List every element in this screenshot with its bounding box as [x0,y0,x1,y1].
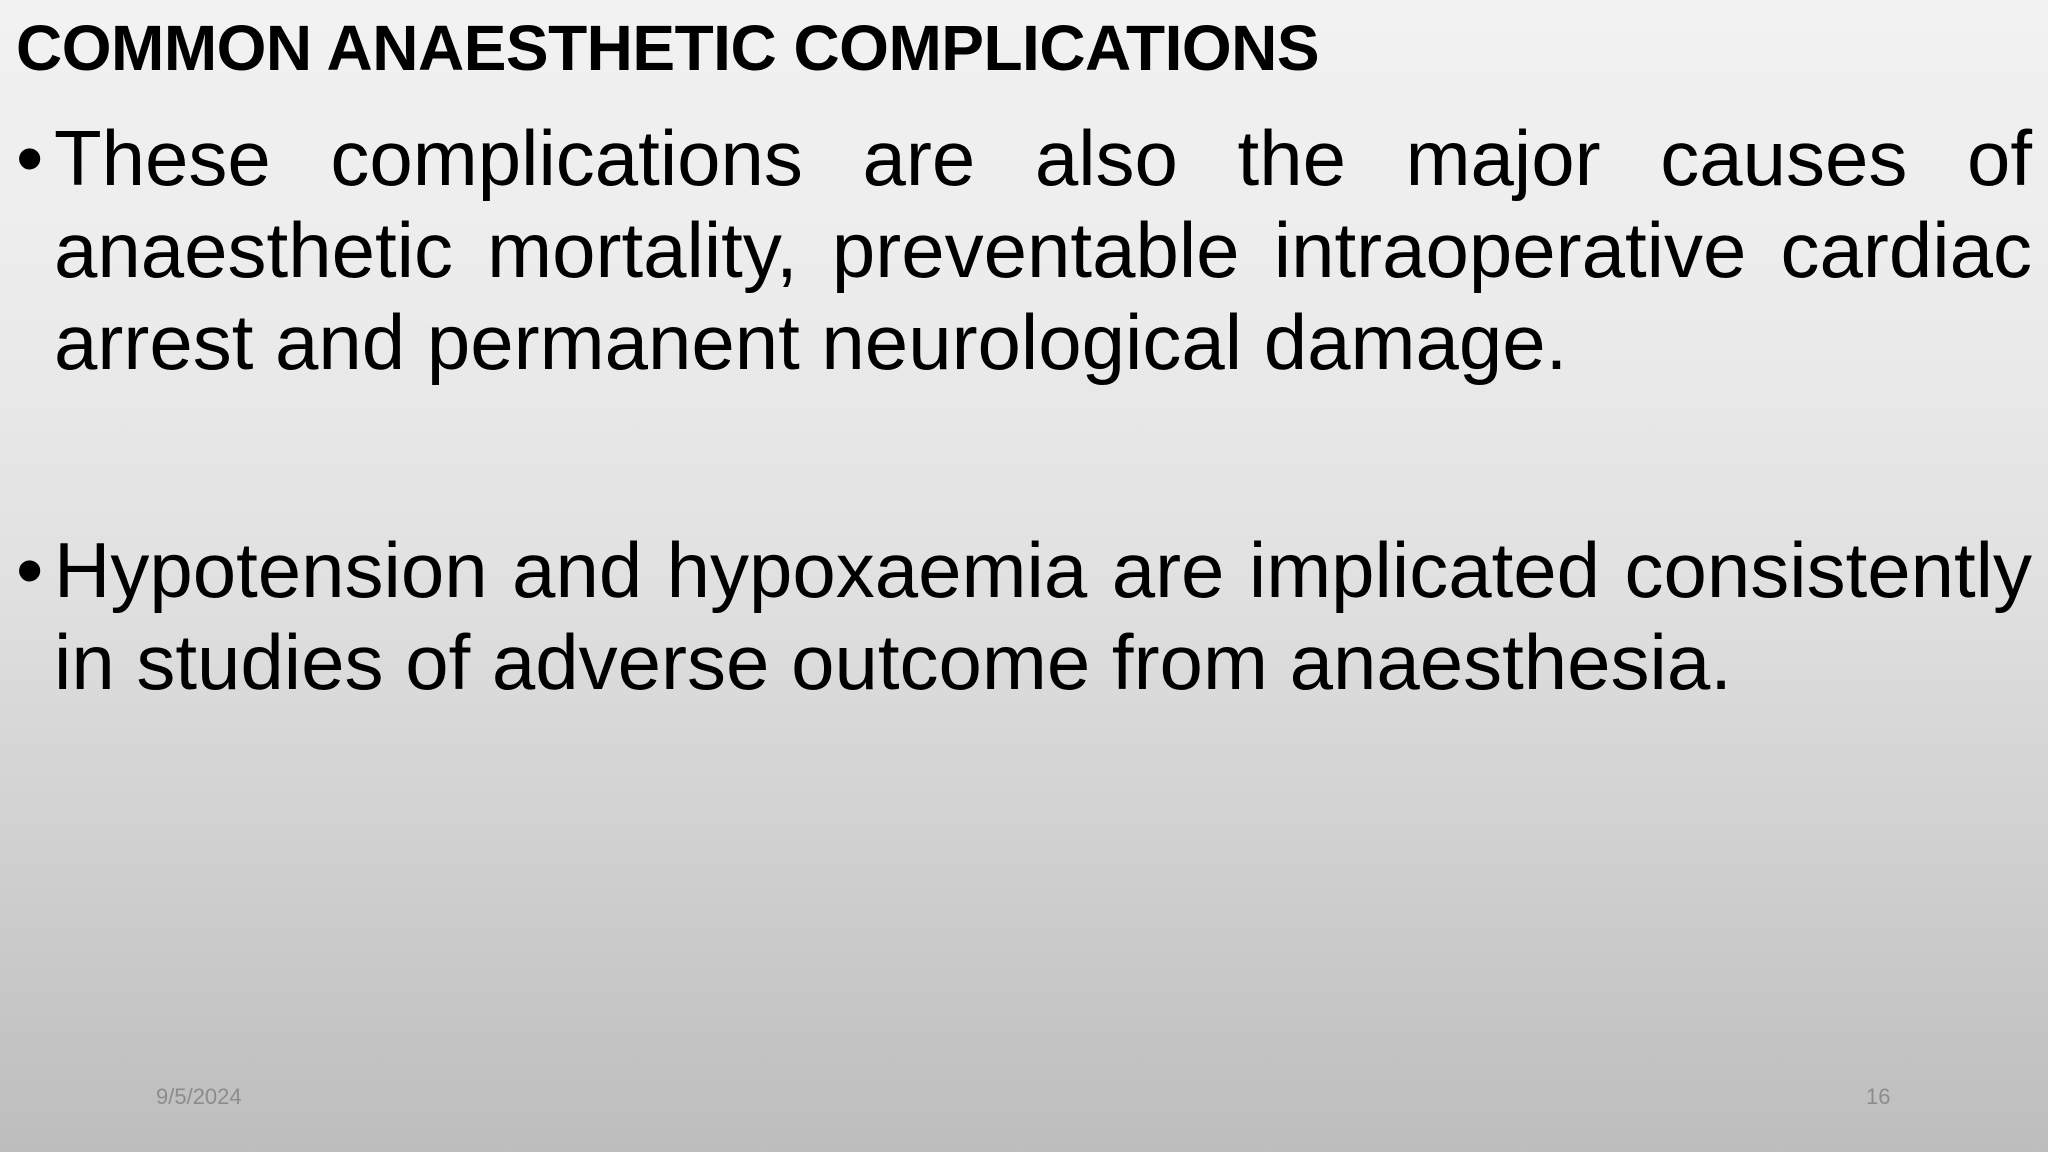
bullet-text: Hypotension and hypoxaemia are implicated consistently in studies of adverse outcome from anaesthesia. [54,526,2032,706]
bullet-marker: • [16,114,44,202]
footer-page-number: 16 [1866,1084,1891,1109]
bullet-item [16,524,2032,708]
footer-date: 9/5/2024 [156,1084,242,1109]
bullet-list [16,112,2032,708]
bullet-item [16,112,2032,388]
slide-title: COMMON ANAESTHETIC COMPLICATIONS [16,12,1320,84]
bullet-text: These complications are also the major causes of anaesthetic mortality, preventable intraoperative cardiac arrest and permanent neurological damage. [54,114,2032,386]
bullet-marker: • [16,526,44,614]
